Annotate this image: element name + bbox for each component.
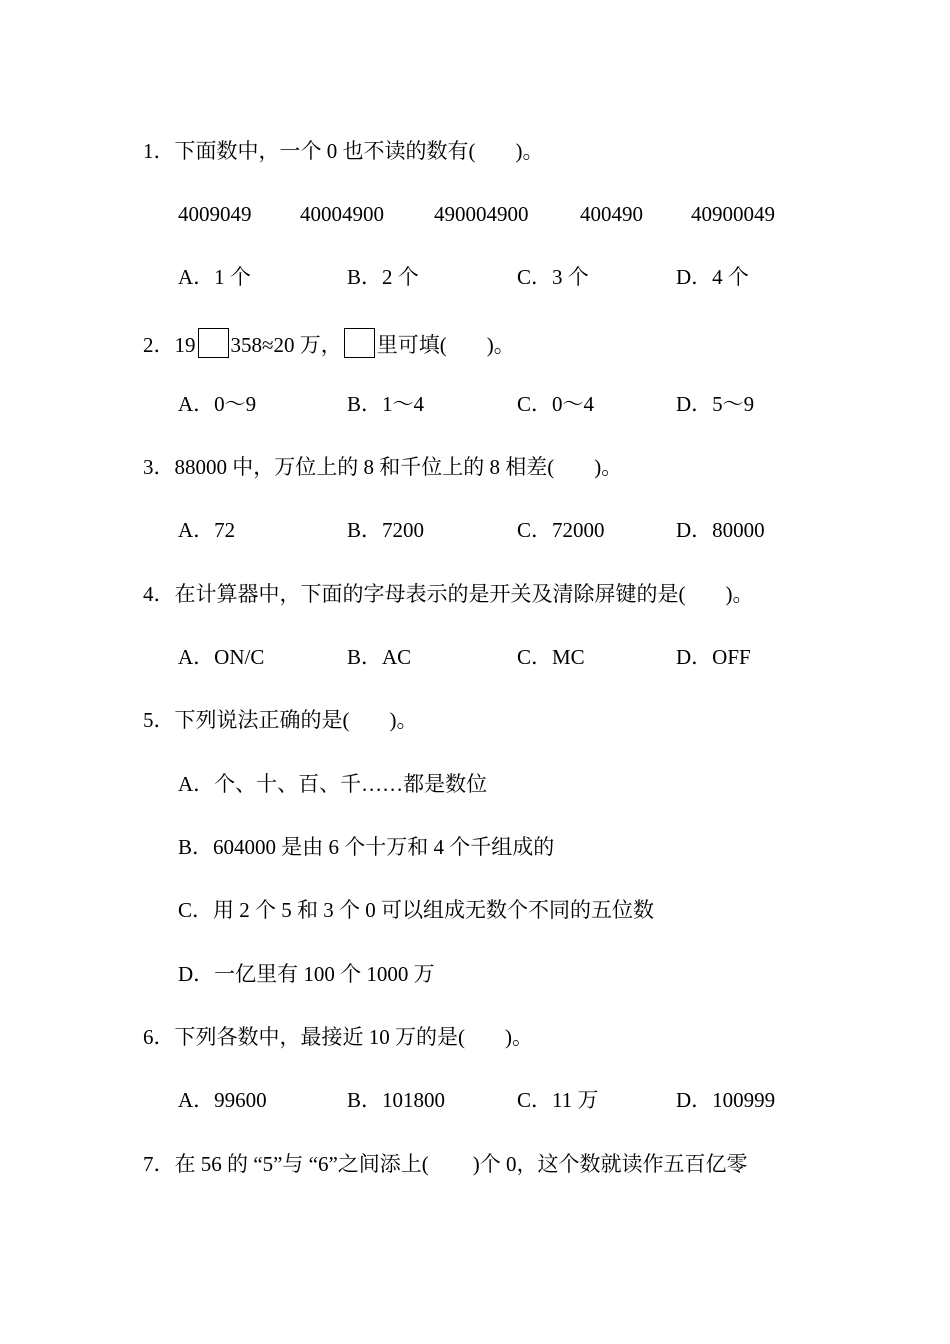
option-c[interactable]: C．用 2 个 5 和 3 个 0 可以组成无数个不同的五位数: [178, 898, 655, 922]
question-3-stem: [143, 455, 622, 479]
digit-box[interactable]: [198, 328, 229, 358]
question-3-text-end: )。: [594, 455, 623, 479]
question-2-text-end: )。: [486, 333, 515, 357]
option-d[interactable]: D．一亿里有 100 个 1000 万: [178, 962, 435, 986]
question-1-text-end: )。: [515, 139, 544, 163]
question-4-text: 4．在计算器中，下面的字母表示的是开关及清除屏键的是(: [143, 582, 686, 606]
option-d[interactable]: D．4 个: [676, 265, 749, 289]
number-item: 490004900: [434, 202, 529, 226]
number-item: 40900049: [691, 202, 775, 226]
question-4-text-end: )。: [725, 582, 754, 606]
question-2-text-mid: 358≈20 万，: [230, 333, 342, 357]
option-b[interactable]: B．604000 是由 6 个十万和 4 个千组成的: [178, 835, 555, 859]
option-d[interactable]: D．5～9: [676, 392, 755, 416]
option-a[interactable]: A．1 个: [178, 265, 251, 289]
question-6-text-end: )。: [505, 1025, 533, 1049]
question-3-text: 3．88000 中，万位上的 8 和千位上的 8 相差(: [143, 455, 555, 479]
option-d[interactable]: D．100999: [676, 1088, 776, 1112]
question-2-stem: [143, 328, 515, 357]
number-item: 4009049: [178, 202, 252, 226]
question-1-text: 1．下面数中，一个 0 也不读的数有(: [143, 139, 476, 163]
question-2-text: 2．19: [143, 333, 196, 357]
option-c[interactable]: C．MC: [517, 645, 585, 669]
option-b[interactable]: B．2 个: [347, 265, 419, 289]
question-1-stem: [143, 139, 544, 163]
option-c[interactable]: C．3 个: [517, 265, 589, 289]
option-b[interactable]: B．101800: [347, 1088, 446, 1112]
option-d[interactable]: D．80000: [676, 518, 765, 542]
option-a[interactable]: A．ON/C: [178, 645, 265, 669]
option-c[interactable]: C．0～4: [517, 392, 595, 416]
question-6-stem: [143, 1025, 533, 1049]
option-a[interactable]: A．个、十、百、千……都是数位: [178, 772, 488, 796]
question-7-text: 7．在 56 的 “5”与 “6”之间添上(: [143, 1152, 429, 1176]
question-4-stem: [143, 582, 754, 606]
option-a[interactable]: A．0～9: [178, 392, 257, 416]
option-a[interactable]: A．72: [178, 518, 236, 542]
question-5-text-end: )。: [389, 708, 418, 732]
option-d[interactable]: D．OFF: [676, 645, 751, 669]
question-5-stem: [143, 708, 418, 732]
option-b[interactable]: B．AC: [347, 645, 412, 669]
number-item: 400490: [580, 202, 643, 226]
question-7-stem: [143, 1152, 748, 1176]
option-a[interactable]: A．99600: [178, 1088, 267, 1112]
question-2-text-tail: 里可填(: [376, 333, 447, 357]
option-b[interactable]: B．7200: [347, 518, 425, 542]
question-6-text: 6．下列各数中，最接近 10 万的是(: [143, 1025, 465, 1049]
question-5-text: 5．下列说法正确的是(: [143, 708, 350, 732]
option-c[interactable]: C．72000: [517, 518, 605, 542]
option-b[interactable]: B．1～4: [347, 392, 425, 416]
number-item: 40004900: [300, 202, 384, 226]
digit-box[interactable]: [344, 328, 375, 358]
question-7-text-end: )个 0，这个数就读作五百亿零: [472, 1152, 748, 1176]
option-c[interactable]: C．11 万: [517, 1088, 599, 1112]
